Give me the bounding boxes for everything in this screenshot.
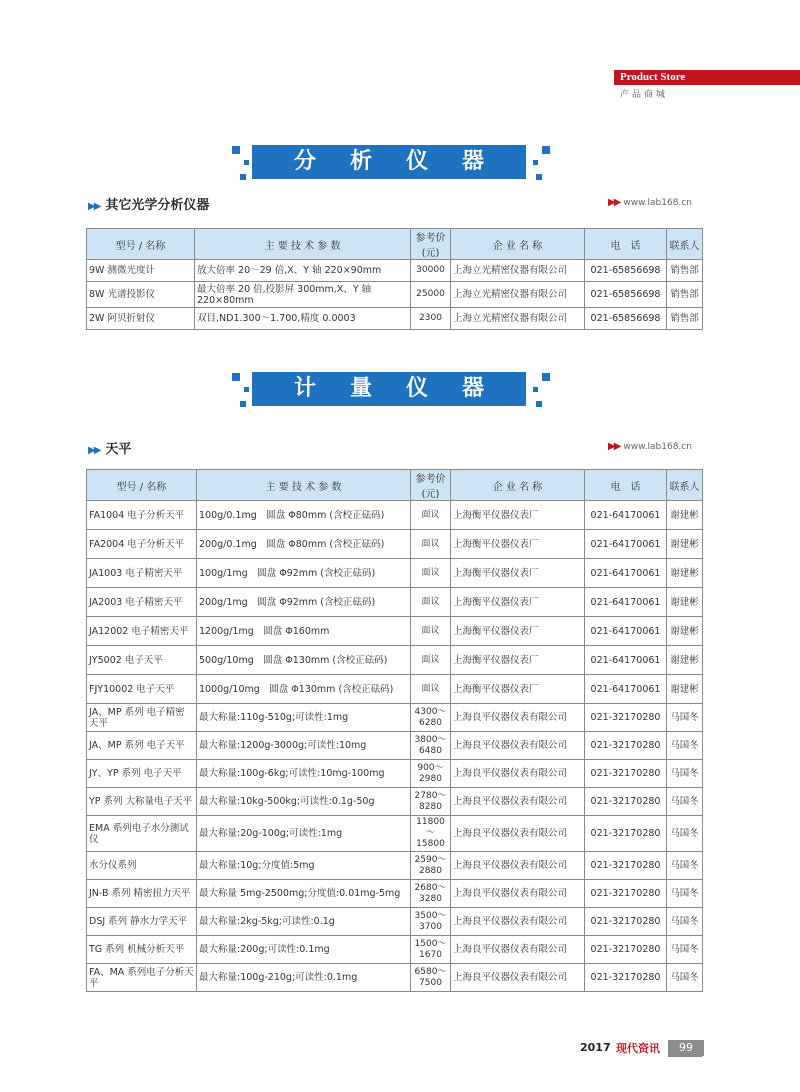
- table-row: [87, 282, 703, 308]
- company-cell: 上海衡平仪器仪表厂: [451, 501, 585, 530]
- phone-cell: 021-32170280: [585, 816, 667, 852]
- section-banner-analysis: [232, 138, 550, 188]
- double-arrow-icon: ▶▶: [608, 197, 620, 208]
- table-row: [87, 732, 703, 760]
- price-cell: 面议: [411, 646, 451, 675]
- specs-cell: 放大倍率 20～29 倍,X、Y 轴 220×90mm: [195, 260, 411, 282]
- site-link[interactable]: ▶▶ www.lab168.cn: [608, 197, 692, 208]
- table-row: [87, 617, 703, 646]
- model-name-cell: 2W 阿贝折射仪: [87, 308, 195, 330]
- site-link[interactable]: ▶▶ www.lab168.cn: [608, 441, 692, 452]
- phone-cell: 021-64170061: [585, 617, 667, 646]
- price-cell: 2590～2880: [411, 852, 451, 880]
- model-name-cell: FA、MA 系列电子分析天平: [87, 964, 197, 992]
- model-name-cell: 8W 光谱投影仪: [87, 282, 195, 308]
- company-cell: 上海立光精密仪器有限公司: [451, 308, 585, 330]
- specs-cell: 最大称量:1200g-3000g;可读性:10mg: [197, 732, 411, 760]
- company-cell: 上海良平仪器仪表有限公司: [451, 936, 585, 964]
- magazine-name: 现代资讯: [616, 1042, 660, 1055]
- company-cell: 上海良平仪器仪表有限公司: [451, 732, 585, 760]
- phone-cell: 021-32170280: [585, 908, 667, 936]
- model-name-cell: JA2003 电子精密天平: [87, 588, 197, 617]
- table-row: [87, 816, 703, 852]
- company-cell: 上海良平仪器仪表有限公司: [451, 880, 585, 908]
- company-cell: 上海立光精密仪器有限公司: [451, 260, 585, 282]
- price-cell: 11800～15800: [411, 816, 451, 852]
- company-cell: 上海良平仪器仪表有限公司: [451, 788, 585, 816]
- phone-cell: 021-65856698: [585, 260, 667, 282]
- contact-cell: 马国冬: [667, 880, 703, 908]
- company-cell: 上海衡平仪器仪表厂: [451, 617, 585, 646]
- price-cell: 6580～7500: [411, 964, 451, 992]
- product-table-optical: [86, 228, 703, 330]
- specs-cell: 最大称量:200g;可读性:0.1mg: [197, 936, 411, 964]
- contact-cell: 销售部: [667, 260, 703, 282]
- specs-cell: 最大称量:100g-6kg;可读性:10mg-100mg: [197, 760, 411, 788]
- table-row: [87, 675, 703, 704]
- price-cell: 25000: [411, 282, 451, 308]
- phone-cell: 021-65856698: [585, 282, 667, 308]
- col-header: 主 要 技 术 参 数: [195, 229, 411, 260]
- double-arrow-icon: ▶▶: [88, 201, 100, 212]
- phone-cell: 021-64170061: [585, 501, 667, 530]
- phone-cell: 021-64170061: [585, 675, 667, 704]
- phone-cell: 021-65856698: [585, 308, 667, 330]
- model-name-cell: 9W 测微光度计: [87, 260, 195, 282]
- phone-cell: 021-32170280: [585, 760, 667, 788]
- company-cell: 上海良平仪器仪表有限公司: [451, 704, 585, 732]
- table-row: [87, 964, 703, 992]
- product-table-balances: [86, 469, 703, 992]
- specs-cell: 最大称量:20g-100g;可读性:1mg: [197, 816, 411, 852]
- table-row: [87, 936, 703, 964]
- phone-cell: 021-32170280: [585, 964, 667, 992]
- price-cell: 面议: [411, 530, 451, 559]
- table-row: [87, 704, 703, 732]
- table-row: [87, 530, 703, 559]
- contact-cell: 马国冬: [667, 964, 703, 992]
- price-cell: 面议: [411, 501, 451, 530]
- table-row: [87, 308, 703, 330]
- contact-cell: 马国冬: [667, 788, 703, 816]
- phone-cell: 021-32170280: [585, 852, 667, 880]
- price-cell: 3500～3700: [411, 908, 451, 936]
- phone-cell: 021-32170280: [585, 732, 667, 760]
- specs-cell: 200g/1mg 圆盘 Φ92mm (含校正砝码): [197, 588, 411, 617]
- banner-title: 分析仪器: [252, 145, 526, 179]
- company-cell: 上海良平仪器仪表有限公司: [451, 908, 585, 936]
- phone-cell: 021-32170280: [585, 704, 667, 732]
- company-cell: 上海衡平仪器仪表厂: [451, 559, 585, 588]
- col-header: 电 话: [585, 470, 667, 501]
- col-header: 型号 / 名称: [87, 229, 195, 260]
- table-row: [87, 760, 703, 788]
- contact-cell: 谢建彬: [667, 646, 703, 675]
- price-cell: 面议: [411, 617, 451, 646]
- contact-cell: 谢建彬: [667, 617, 703, 646]
- model-name-cell: JA12002 电子精密天平: [87, 617, 197, 646]
- section-heading: ▶▶ 其它光学分析仪器: [88, 198, 210, 213]
- table-row: [87, 646, 703, 675]
- model-name-cell: JN-B 系列 精密扭力天平: [87, 880, 197, 908]
- specs-cell: 100g/0.1mg 圆盘 Φ80mm (含校正砝码): [197, 501, 411, 530]
- section-heading: ▶▶ 天平: [88, 442, 132, 457]
- contact-cell: 马国冬: [667, 760, 703, 788]
- phone-cell: 021-64170061: [585, 646, 667, 675]
- model-name-cell: JA、MP 系列 电子精密天平: [87, 704, 197, 732]
- product-store-tag: [614, 70, 800, 100]
- table-row: [87, 880, 703, 908]
- model-name-cell: DSJ 系列 静水力学天平: [87, 908, 197, 936]
- col-header: 电 话: [585, 229, 667, 260]
- phone-cell: 021-64170061: [585, 588, 667, 617]
- contact-cell: 谢建彬: [667, 559, 703, 588]
- specs-cell: 最大称量 5mg-2500mg;分度值:0.01mg-5mg: [197, 880, 411, 908]
- phone-cell: 021-32170280: [585, 936, 667, 964]
- banner-title: 计量仪器: [252, 372, 526, 406]
- store-title: Product Store: [614, 70, 800, 85]
- model-name-cell: 水分仪系列: [87, 852, 197, 880]
- table-row: [87, 908, 703, 936]
- price-cell: 面议: [411, 588, 451, 617]
- specs-cell: 最大称量:10kg-500kg;可读性:0.1g-50g: [197, 788, 411, 816]
- price-cell: 面议: [411, 559, 451, 588]
- price-cell: 2300: [411, 308, 451, 330]
- model-name-cell: FJY10002 电子天平: [87, 675, 197, 704]
- company-cell: 上海良平仪器仪表有限公司: [451, 852, 585, 880]
- double-arrow-icon: ▶▶: [608, 441, 620, 452]
- contact-cell: 马国冬: [667, 816, 703, 852]
- col-header: 主 要 技 术 参 数: [197, 470, 411, 501]
- price-cell: 900～2980: [411, 760, 451, 788]
- model-name-cell: FA2004 电子分析天平: [87, 530, 197, 559]
- table-row: [87, 559, 703, 588]
- company-cell: 上海立光精密仪器有限公司: [451, 282, 585, 308]
- phone-cell: 021-32170280: [585, 880, 667, 908]
- price-cell: 2780～8280: [411, 788, 451, 816]
- col-header: 参考价(元): [411, 470, 451, 501]
- col-header: 型号 / 名称: [87, 470, 197, 501]
- contact-cell: 马国冬: [667, 852, 703, 880]
- phone-cell: 021-32170280: [585, 788, 667, 816]
- contact-cell: 马国冬: [667, 732, 703, 760]
- price-cell: 4300～6280: [411, 704, 451, 732]
- contact-cell: 销售部: [667, 282, 703, 308]
- col-header: 联系人: [667, 470, 703, 501]
- price-cell: 3800～6480: [411, 732, 451, 760]
- col-header: 企 业 名 称: [451, 229, 585, 260]
- table-row: [87, 588, 703, 617]
- contact-cell: 马国冬: [667, 704, 703, 732]
- company-cell: 上海良平仪器仪表有限公司: [451, 760, 585, 788]
- col-header: 参考价(元): [411, 229, 451, 260]
- phone-cell: 021-64170061: [585, 559, 667, 588]
- page-number: 99: [668, 1040, 704, 1056]
- store-subtitle: 产品商城: [620, 90, 669, 100]
- company-cell: 上海良平仪器仪表有限公司: [451, 816, 585, 852]
- footer-year: 2017: [580, 1041, 611, 1054]
- table-row: [87, 501, 703, 530]
- specs-cell: 最大称量:110g-510g;可读性:1mg: [197, 704, 411, 732]
- price-cell: 面议: [411, 675, 451, 704]
- double-arrow-icon: ▶▶: [88, 445, 100, 456]
- price-cell: 30000: [411, 260, 451, 282]
- contact-cell: 销售部: [667, 308, 703, 330]
- specs-cell: 1200g/1mg 圆盘 Φ160mm: [197, 617, 411, 646]
- table-row: [87, 260, 703, 282]
- specs-cell: 最大称量:10g;分度值:5mg: [197, 852, 411, 880]
- company-cell: 上海良平仪器仪表有限公司: [451, 964, 585, 992]
- specs-cell: 100g/1mg 圆盘 Φ92mm (含校正砝码): [197, 559, 411, 588]
- model-name-cell: YP 系列 大称量电子天平: [87, 788, 197, 816]
- model-name-cell: JY5002 电子天平: [87, 646, 197, 675]
- col-header: 企 业 名 称: [451, 470, 585, 501]
- contact-cell: 马国冬: [667, 908, 703, 936]
- model-name-cell: FA1004 电子分析天平: [87, 501, 197, 530]
- company-cell: 上海衡平仪器仪表厂: [451, 675, 585, 704]
- col-header: 联系人: [667, 229, 703, 260]
- phone-cell: 021-64170061: [585, 530, 667, 559]
- specs-cell: 双目,ND1.300～1.700,精度 0.0003: [195, 308, 411, 330]
- model-name-cell: EMA 系列电子水分测试仪: [87, 816, 197, 852]
- price-cell: 2680～3280: [411, 880, 451, 908]
- specs-cell: 1000g/10mg 圆盘 Φ130mm (含校正砝码): [197, 675, 411, 704]
- specs-cell: 最大称量:2kg-5kg;可读性:0.1g: [197, 908, 411, 936]
- contact-cell: 谢建彬: [667, 530, 703, 559]
- specs-cell: 200g/0.1mg 圆盘 Φ80mm (含校正砝码): [197, 530, 411, 559]
- model-name-cell: JY、YP 系列 电子天平: [87, 760, 197, 788]
- section-banner-metrology: [232, 365, 550, 415]
- model-name-cell: TG 系列 机械分析天平: [87, 936, 197, 964]
- table-row: [87, 788, 703, 816]
- contact-cell: 谢建彬: [667, 675, 703, 704]
- model-name-cell: JA、MP 系列 电子天平: [87, 732, 197, 760]
- specs-cell: 最大称量:100g-210g;可读性:0.1mg: [197, 964, 411, 992]
- specs-cell: 最大倍率 20 倍,投影屏 300mm,X、Y 轴 220×80mm: [195, 282, 411, 308]
- company-cell: 上海衡平仪器仪表厂: [451, 588, 585, 617]
- contact-cell: 马国冬: [667, 936, 703, 964]
- model-name-cell: JA1003 电子精密天平: [87, 559, 197, 588]
- contact-cell: 谢建彬: [667, 501, 703, 530]
- contact-cell: 谢建彬: [667, 588, 703, 617]
- company-cell: 上海衡平仪器仪表厂: [451, 530, 585, 559]
- company-cell: 上海衡平仪器仪表厂: [451, 646, 585, 675]
- table-row: [87, 852, 703, 880]
- specs-cell: 500g/10mg 圆盘 Φ130mm (含校正砝码): [197, 646, 411, 675]
- price-cell: 1500～1670: [411, 936, 451, 964]
